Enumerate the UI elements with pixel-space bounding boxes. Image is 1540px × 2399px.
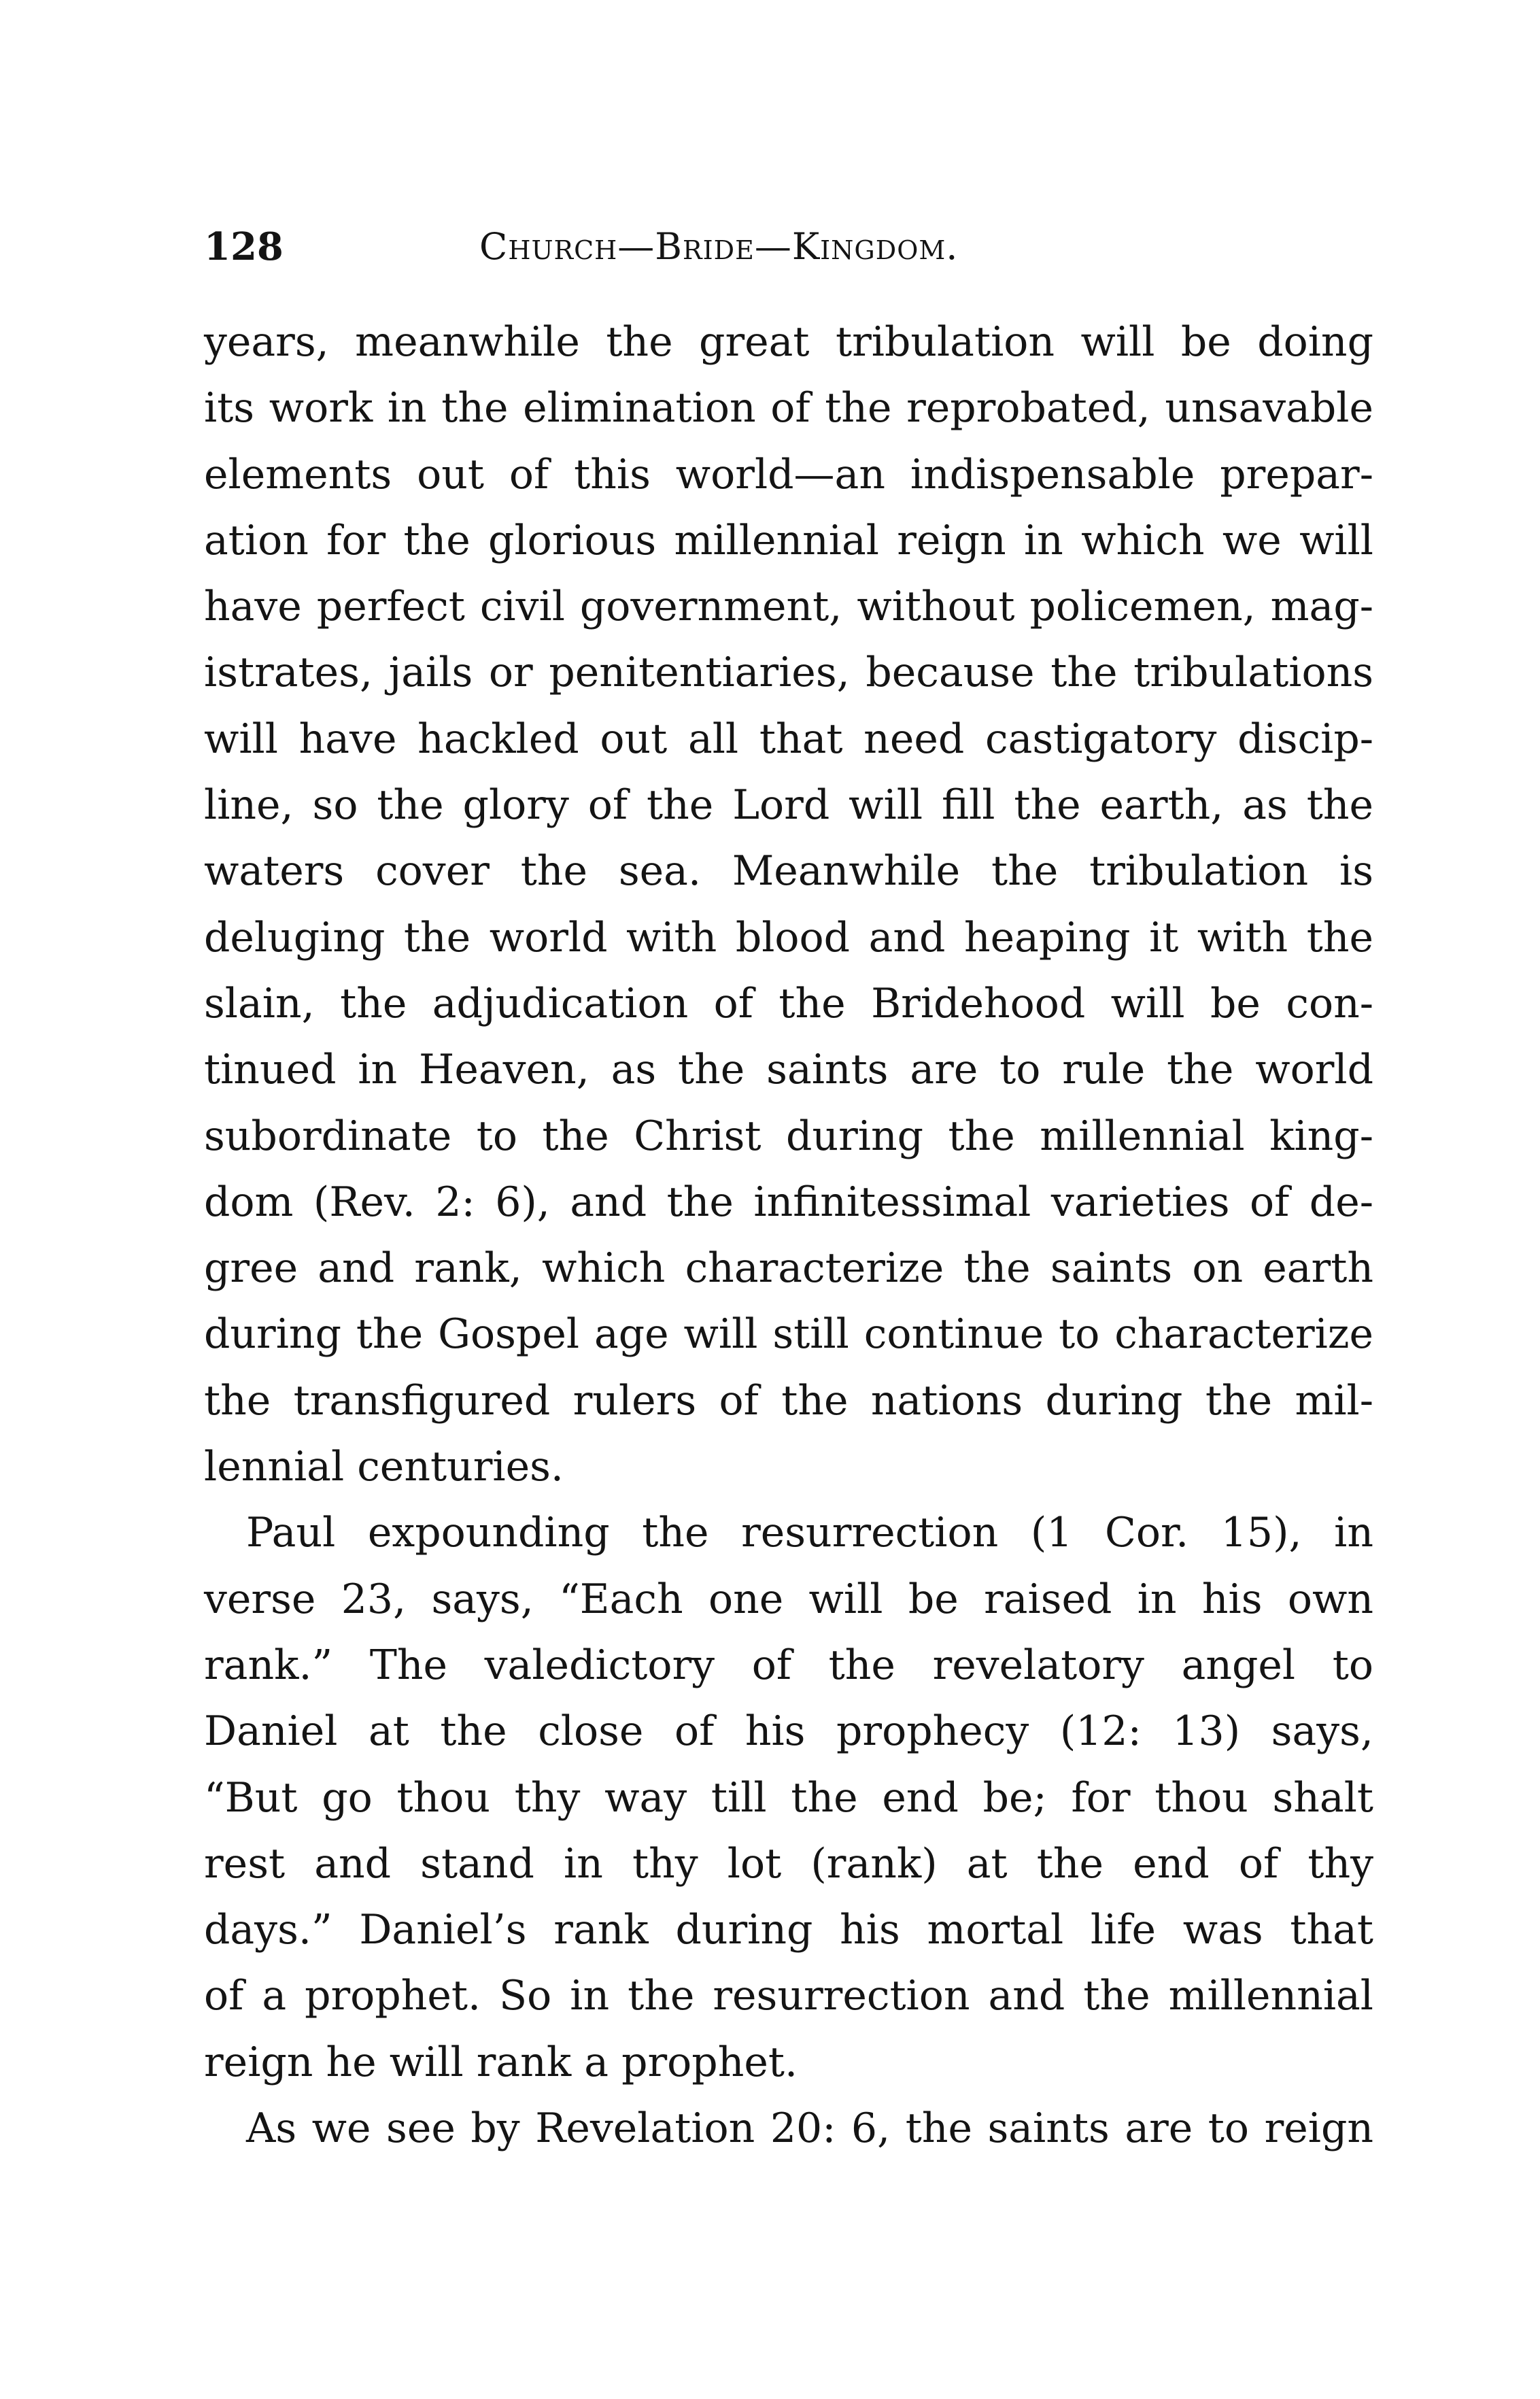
text-line: will have hackled out all that need castigatory discip- [204, 715, 1373, 763]
text-line: elements out of this world—an indispensable prepar- [204, 450, 1373, 498]
text-line: reign he will rank a prophet. [204, 2038, 798, 2086]
text-line: lennial centuries. [204, 1443, 564, 1491]
text-line: its work in the elimination of the reprobated, unsavable [204, 384, 1373, 432]
text-line: dom (Rev. 2: 6), and the infinitessimal varieties of de- [204, 1178, 1373, 1226]
text-line: Paul expounding the resurrection (1 Cor. 15), in [246, 1509, 1373, 1557]
text-line: days.” Daniel’s rank during his mortal life was that [204, 1906, 1373, 1954]
text-line: the transfigured rulers of the nations during the mil- [204, 1376, 1373, 1425]
text-line: line, so the glory of the Lord will fill the earth, as the [204, 781, 1373, 830]
text-line: during the Gospel age will still continue to characterize [204, 1310, 1373, 1359]
text-line: rank.” The valedictory of the revelatory angel to [204, 1641, 1373, 1689]
page-header [204, 216, 1373, 277]
text-line: years, meanwhile the great tribulation will be doing [204, 318, 1373, 366]
text-line: istrates, jails or penitentiaries, because the tribulations [204, 649, 1373, 697]
text-line: rest and stand in thy lot (rank) at the end of thy [204, 1839, 1373, 1888]
running-head: Church—Bride—Kingdom. [479, 225, 959, 268]
text-line: waters cover the sea. Meanwhile the tribulation is [204, 847, 1373, 896]
text-line: of a prophet. So in the resurrection and the millennial [204, 1972, 1373, 2020]
text-line: subordinate to the Christ during the millennial king- [204, 1112, 1373, 1160]
text-line: tinued in Heaven, as the saints are to rule the world [204, 1046, 1373, 1094]
text-line: verse 23, says, “Each one will be raised in his own [204, 1575, 1373, 1623]
text-line: ation for the glorious millennial reign in which we will [204, 516, 1373, 564]
text-line: deluging the world with blood and heaping it with the [204, 913, 1373, 962]
body-text [204, 309, 1373, 2162]
text-line: have perfect civil government, without policemen, mag- [204, 583, 1373, 631]
text-line: As we see by Revelation 20: 6, the saints are to reign [246, 2105, 1373, 2153]
page-number: 128 [204, 224, 284, 269]
text-line: “But go thou thy way till the end be; for thou shalt [204, 1773, 1373, 1822]
text-line: gree and rank, which characterize the saints on earth [204, 1244, 1373, 1293]
text-line: Daniel at the close of his prophecy (12: 13) says, [204, 1707, 1373, 1756]
text-line: slain, the adjudication of the Bridehood will be con- [204, 979, 1373, 1027]
